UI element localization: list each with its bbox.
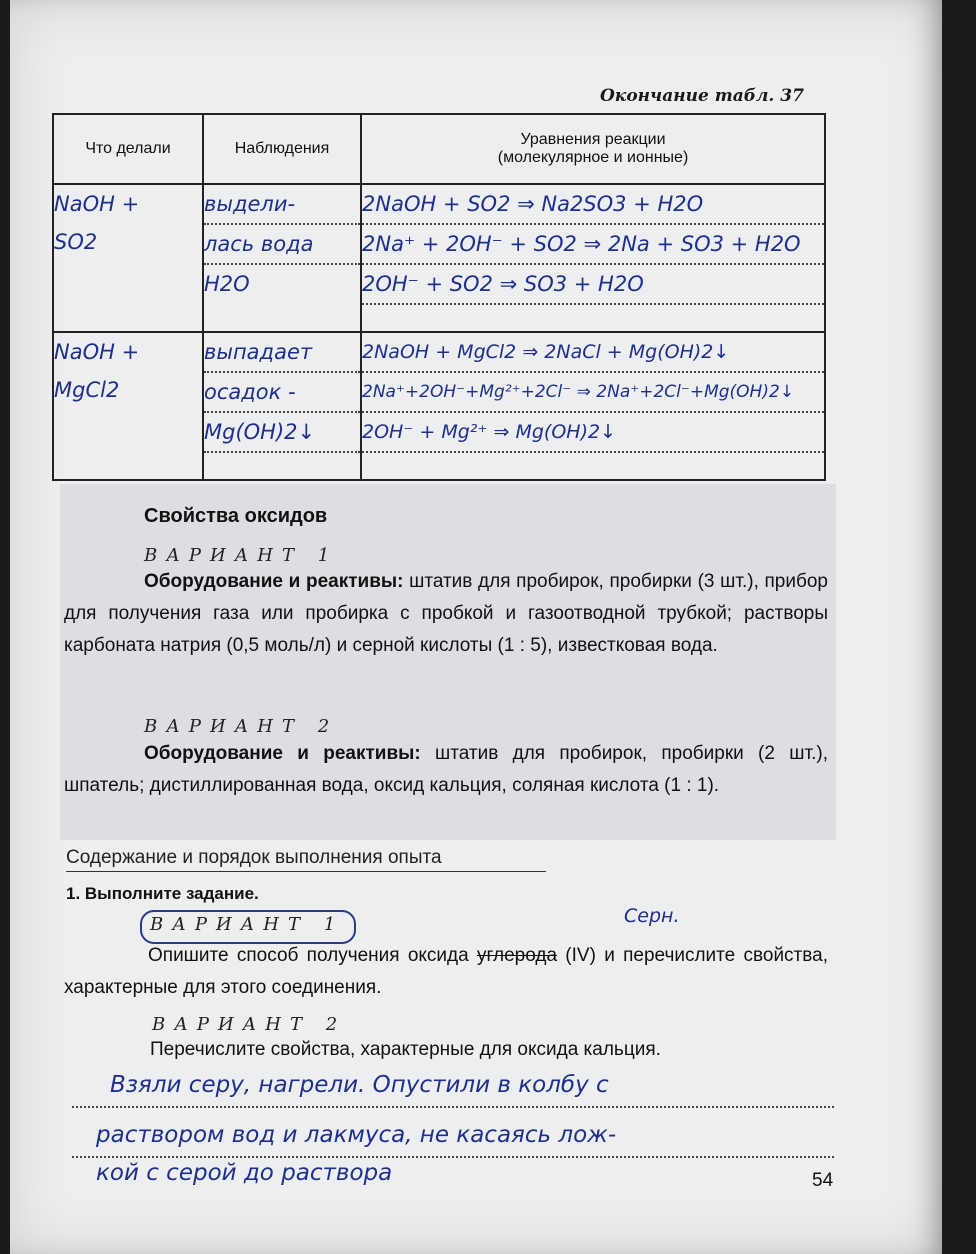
answer-line: Взяли серу, нагрели. Опустили в колбу с [72, 1066, 834, 1108]
variant-1-label: ВАРИАНТ 1 [144, 545, 339, 566]
cell-observations: выпадает осадок - Mg(OH)2↓ [203, 332, 361, 480]
content-variant-2-text: Перечислите свойства, характерные для оксида кальция. [150, 1039, 661, 1060]
header-observations: Наблюдения [203, 114, 361, 184]
table-row [53, 332, 825, 480]
answer-line: кой с серой до раствора [96, 1160, 393, 1186]
variant-2-label: ВАРИАНТ 2 [144, 716, 339, 737]
variant-2-equipment: Оборудование и реактивы: штатив для пробирок, пробирки (2 шт.), шпатель; дистиллированная вода, оксид кальция, соляная кислота (1 : 1). [64, 743, 828, 796]
cell-equations: 2NaOH + MgCl2 ⇒ 2NaCl + Mg(OH)2↓ 2Na⁺+2OH⁻+Mg²⁺+2Cl⁻ ⇒ 2Na⁺+2Cl⁻+Mg(OH)2↓ 2OH⁻ + Mg²⁺ ⇒ Mg(OH)2↓ [361, 332, 825, 480]
table-caption: Окончание табл. 37 [600, 86, 804, 106]
header-equations: Уравнения реакции (молекулярное и ионные) [361, 114, 825, 184]
handwritten-note: Серн. [624, 905, 680, 927]
table-header-row [53, 114, 825, 184]
cell-equations: 2NaOH + SO2 ⇒ Na2SO3 + H2O 2Na⁺ + 2OH⁻ + SO2 ⇒ 2Na + SO3 + H2O 2OH⁻ + SO2 ⇒ SO3 + H2O [361, 184, 825, 332]
content-variant-1-text: Опишите способ получения оксида углерода (IV) и перечислите свойства, характерные для этого соединения. [64, 945, 828, 998]
content-variant-1-label: ВАРИАНТ 1 [150, 914, 345, 935]
table-row [53, 184, 825, 332]
variant-1-equipment: Оборудование и реактивы: штатив для пробирок, пробирки (3 шт.), прибор для получения газа или пробирка с пробкой и газоотводной трубкой; растворы карбоната натрия (0,5 моль/л) и серной кислоты (1 : 5), известковая вода. [64, 571, 828, 656]
cell-what-done: NaOH + SO2 [53, 184, 203, 332]
answer-line: раствором вод и лакмуса, не касаясь лож- [72, 1116, 834, 1158]
experiment-table [52, 113, 826, 481]
header-what-done: Что делали [53, 114, 203, 184]
cell-observations: выдели- лась вода H2O [203, 184, 361, 332]
task-title: 1. Выполните задание. [66, 884, 259, 903]
content-variant-2-label: ВАРИАНТ 2 [152, 1014, 347, 1035]
section-title: Свойства оксидов [144, 505, 328, 527]
workbook-page [10, 0, 942, 1254]
cell-what-done: NaOH + MgCl2 [53, 332, 203, 480]
content-heading: Содержание и порядок выполнения опыта [66, 847, 546, 872]
page-number: 54 [812, 1170, 834, 1191]
